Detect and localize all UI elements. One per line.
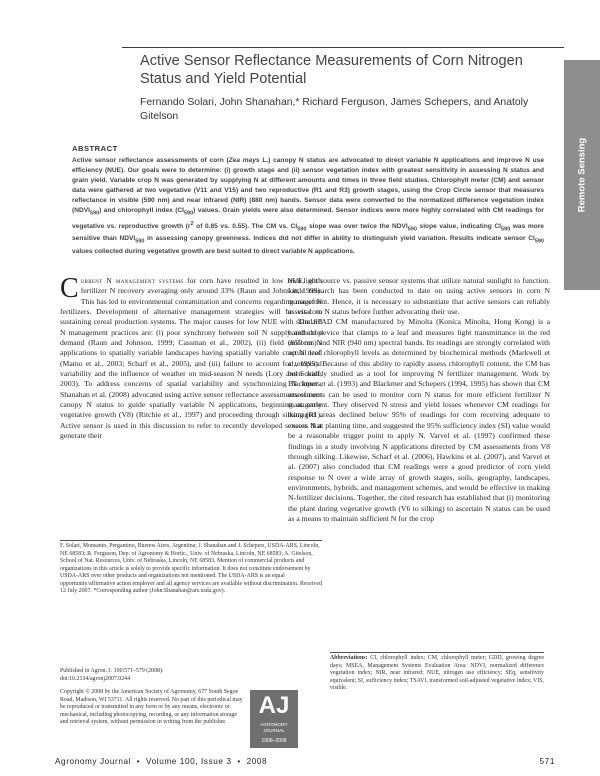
publication-info: Published in Agron. J. 100:571–579 (2008). doi:10.2134/agronj2007.0244: [60, 668, 164, 682]
copyright-notice: Copyright © 2008 by the American Society of Agronomy, 677 South Segoe Road, Madison, WI 53711. All rights reserved. No part of this periodical may be reproduced or transmitted in any form or by any means, electronic or mechanical, including photocopying, recording, or any information storage and retrieval system, without permission in writing from the publisher.: [60, 689, 243, 726]
abbreviations-label: Abbreviations:: [330, 655, 368, 661]
footnote-rule: [60, 540, 322, 541]
journal-citation: Agronomy Journal • Volume 100, Issue 3 • 2008: [55, 757, 268, 766]
page-footer: [55, 757, 555, 766]
abstract-paragraph: Active sensor reflectance assessments of corn (Zea mays L.) canopy N status are advocated to direct variable N applications and improve N use efficiency (NUE). Our goals were to determine: (i) growth stage and (ii) sensor vegetation index with greatest sensitivity in assessing N status and grain yield. Variable crop N was generated by supplying N at different amounts and times in three field studies. Chlorophyll meter (CM) and sensor data were gathered at two vegetative (V11 and V15) and two reproductive (R1 and R3) growth stages, using the Crop Circle sensor that measures reflectance in visible (590 nm) and near infrared (NIR) (880 nm) bands. Sensor data were converted to the normalized difference vegetation index $(NDVI_{590})$ and chlorophyll index $(CI_{590})$ values. Grain yields were also determined. Sensor indices were more highly correlated with CM readings for vegetative vs. reproductive growth ($r^2$ of 0.85 vs. 0.55). The CM vs. $CI_{590}$ slope was over twice the $NDVI_{590}$ slope value, indicating $CI_{590}$ was more sensitive than $NDVI_{590}$ in assessing canopy greenness. Indices did not differ in ability to distinguish yield variation. Results indicate sensor $CI_{590}$ values collected during vegetative growth are best suited to direct variable N applications.: [72, 157, 545, 255]
intro-text: for corn have resulted in low NUE, with fertilizer N recovery averaging only around 33% (Raun and Johnson, 1999). This has led to environmental contamination and concerns regarding use of N fertilizers. Development of alternative management strategies will be vital to sustaining cereal production systems. The major causes for low NUE with standard N management practices are: (i) poor synchrony between soil N supply and crop demand (Raun and Johnson, 1999; Cassman et al., 2002), (ii) field uniform N applications to spatially variable landscapes having spatially variable crop N need (Mamo et al., 2003; Scharf et al., 2005), and (iii) failure to account for temporal variability and the influence of weather on mid-season N needs (Lory and Scharf, 2003). To address concerns of spatial variability and synchronizing N inputs, Shanahan et al. (2008) advocated using active sensor reflectance assessments of corn canopy N status to guide spatially variable N applications, beginning at early vegetative growth (V8) (Ritchie et al., 1997) and proceeding through silking (R1). Active sensor is used in this discussion to refer to recently developed sensors that generate their: [60, 276, 322, 441]
body-column-left: [60, 273, 322, 442]
logo-letters: AJ: [258, 692, 290, 719]
logo-name: AGRONOMY JOURNAL: [260, 722, 288, 733]
drop-cap: C: [60, 273, 79, 304]
section-side-tab-label: Remote Sensing: [576, 137, 588, 213]
abstract-body: [72, 156, 544, 257]
logo-years: 1908–2008: [261, 738, 287, 744]
abbreviations-rule: [330, 652, 544, 653]
abstract-heading: ABSTRACT: [72, 144, 118, 153]
body-paragraph: own light source vs. passive sensor systems that utilize natural sunlight to function. Little research has been conducted to date on using active sensors in corn N management. Hence, it is necessary to substantiate that active sensors can reliably assess corn N status before further advocating their use.: [288, 276, 550, 317]
body-paragraph: The SPAD CM manufactured by Minolta (Konica Minolta, Hong Kong) is a handheld device that clamps to a leaf and measures light transmittance in the red (650 nm) and NIR (940 nm) spectral bands. Its readings are strongly correlated with actual leaf chlorophyll levels as determined by biochemical methods (Markwell et al., 1995). Because of this ability to rapidly assess chlorophyll content, the CM has been widely studied as a tool for improving N fertilizer management. Work by Blackmer et al. (1993) and Blackmer and Schepers (1994, 1995) has shown that CM assessments can be used to monitor corn N status for more efficient fertilizer N management. They observed N stress and yield losses whenever CM readings for managed areas declined below 95% of readings for corn receiving adequate to excess N at planting time, and suggested the 95% sufficiency index (SI) value would be a reasonable trigger point to apply N. Varvel et al. (1997) confirmed these findings in a study involving N applications directed by CM assessments from V8 through silking. Likewise, Scharf et al. (2006), Hawkins et al. (2007), and Varvel et al. (2007) also concluded that CM readings were a good predictor of corn yield response to N over a wide array of growth stages, soils, geography, landscapes, environments, hybrids, and management schemes, and would be effective in making N-fertilizer decisions. Together, the cited research has established that (i) monitoring the plant during vegetative growth (V6 to silking) to ascertain N status can be used as a means to maintain sufficient N for the crop: [288, 317, 550, 523]
author-list: Fernando Solari, John Shanahan,* Richard Ferguson, James Schepers, and Anatoly Gitelson: [140, 97, 529, 122]
abbreviations-text: CI, chlorophyll index; CM, chlorophyll meter; GDD, growing degree days; MSEA, Management Systems Evaluation Area; NDVI, normalized difference vegetation index; NIR, near infrared; NUE, nitrogen use efficiency; SEq, sensitivity equivalent; SI, sufficiency index; TSAVI, transformed soil-adjusted vegetative index; VIS, visible.: [330, 655, 544, 692]
page-number: 571: [539, 757, 555, 766]
article-title: Active Sensor Reflectance Measurements of Corn Nitrogen Status and Yield Potential: [140, 53, 523, 87]
title-rule: [122, 47, 564, 48]
section-side-tab: [564, 60, 600, 290]
intro-paragraph: [60, 273, 322, 442]
body-column-right: [288, 276, 550, 524]
author-affiliations: F. Solari, Monsanto, Pergamino, Buenos Aires, Argentina; J. Shanahan and J. Schepers, USDA-ARS, Lincoln, NE 68583; R. Ferguson, Dep. of Agronomy & Hortic., Univ. of Nebraska, Lincoln, NE 68583; A. Gitelson, School of Nat. Resources, Univ. of Nebraska, Lincoln, NE 68583. Mention of commercial products and organizations in this article is solely to provide specific information. It does not constitute endorsement by USDA-ARS over other products and organizations not mentioned. The USDA-ARS is an equal opportunity/affirmative action employer and all agency services are available without discrimination. Received 12 July 2007. *Corresponding author (John.Shanahan@ars.usda.gov).: [60, 543, 322, 595]
abbreviations-box: [330, 655, 544, 693]
intro-lead-in: urrent N management systems: [80, 276, 184, 285]
agronomy-journal-logo: [250, 690, 298, 748]
